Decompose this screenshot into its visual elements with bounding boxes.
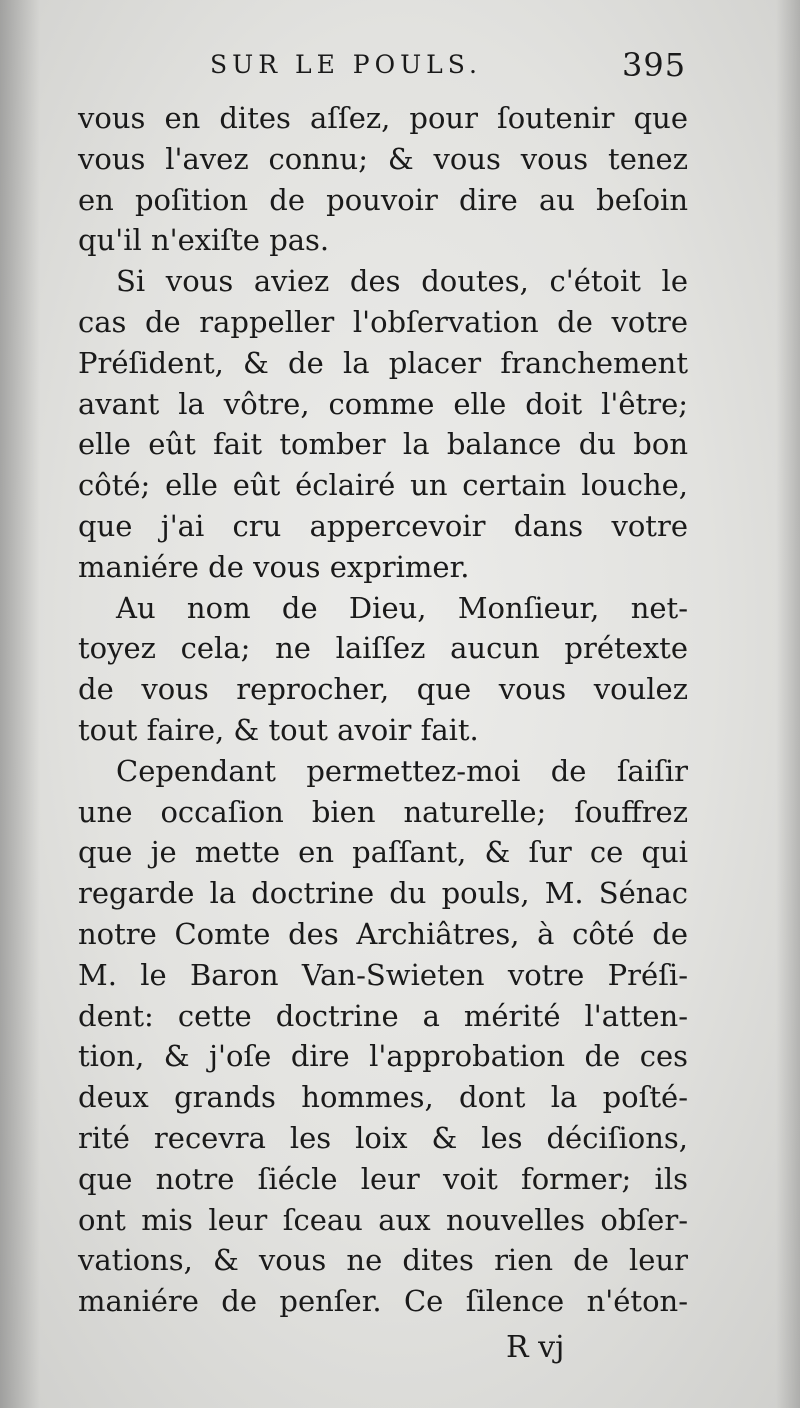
text-line: cas de rappeller l'obſervation de votre: [78, 304, 688, 339]
catchword: R vj: [506, 1330, 565, 1365]
text-line: notre Comte des Archiâtres, à côté de: [78, 916, 688, 951]
text-line: une occaſion bien naturelle; ſouffrez: [78, 794, 688, 829]
text-line: elle eût fait tomber la balance du bon: [78, 427, 688, 462]
text-line: de vous reprocher, que vous voulez: [78, 672, 688, 707]
text-line: toyez cela; ne laiſſez aucun prétexte: [78, 631, 688, 666]
page-edge-shadow: [776, 0, 800, 1408]
running-title: SUR LE POULS.: [210, 50, 482, 79]
text-line: vations, & vous ne dites rien de leur: [78, 1243, 688, 1278]
text-line: M. le Baron Van-Swieten votre Préſi-: [78, 957, 688, 992]
text-line: qu'il n'exiſte pas.: [78, 223, 330, 258]
text-line: que j'ai cru appercevoir dans votre: [78, 508, 688, 543]
text-line: que je mette en paſſant, & ſur ce qui: [78, 835, 688, 870]
text-line: en poſition de pouvoir dire au beſoin: [78, 182, 688, 217]
text-line: que notre ſiécle leur voit former; ils: [78, 1161, 688, 1196]
paragraph-first-line: Si vous aviez des doutes, c'étoit le: [116, 264, 688, 299]
paragraph-first-line: Au nom de Dieu, Monſieur, net-: [116, 590, 688, 625]
text-line: tout faire, & tout avoir fait.: [78, 712, 479, 747]
text-line: regarde la doctrine du pouls, M. Sénac: [78, 876, 688, 911]
text-line: ont mis leur ſceau aux nouvelles obſer-: [78, 1202, 688, 1237]
text-line: tion, & j'oſe dire l'approbation de ces: [78, 1039, 688, 1074]
text-line: côté; elle eût éclairé un certain louche,: [78, 468, 688, 503]
text-line: vous en dites aſſez, pour ſoutenir que: [78, 101, 688, 135]
text-line: Préſident, & de la placer franchement: [78, 345, 688, 380]
page-gutter-shadow: [0, 0, 40, 1408]
text-line: rité recevra les loix & les déciſions,: [78, 1120, 688, 1155]
text-line: deux grands hommes, dont la poſté-: [78, 1080, 688, 1115]
text-line: maniére de vous exprimer.: [78, 549, 470, 584]
text-line: avant la vôtre, comme elle doit l'être;: [78, 386, 688, 421]
text-line: vous l'avez connu; & vous vous tenez: [78, 141, 688, 176]
paragraph-first-line: Cependant permettez-moi de ſaiſir: [116, 753, 688, 788]
text-line: maniére de penſer. Ce ſilence n'éton-: [78, 1284, 688, 1319]
text-line: dent: cette doctrine a mérité l'atten-: [78, 998, 688, 1033]
body-text: [78, 98, 688, 1322]
page-number: 395: [622, 46, 687, 84]
